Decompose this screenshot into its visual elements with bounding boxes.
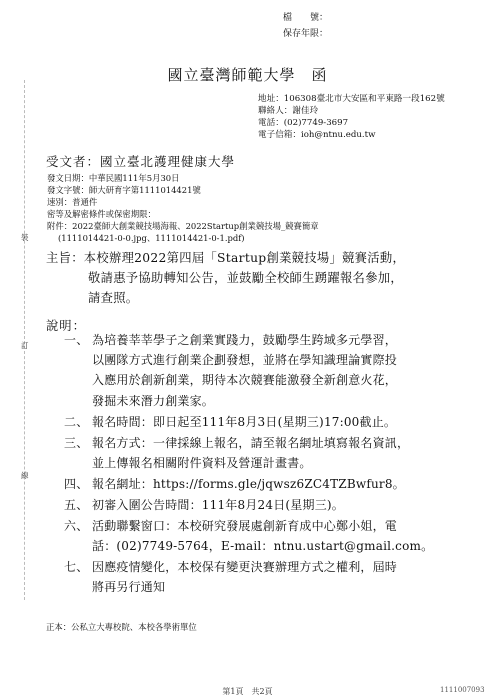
serial-number: 1111007093 xyxy=(440,686,485,694)
registration-url[interactable]: 報名網址：https://forms.gle/jqwsz6ZC4TZBwfur8。 xyxy=(92,477,405,491)
file-number-label: 檔 號： xyxy=(283,13,329,23)
binding-mark-xian: 線 xyxy=(21,471,29,480)
binding-mark-ding: 訂 xyxy=(21,341,29,350)
contact-address: 地址：106308臺北市大安區和平東路一段162號 xyxy=(258,94,445,104)
item-text: 因應疫情變化，本校保有變更決賽辦理方式之權利，屆時 xyxy=(92,560,398,574)
copy-recipients: 正本：公私立大專校院、本校各學術單位 xyxy=(46,622,197,632)
confidentiality: 密等及解密條件或保密期限： xyxy=(47,209,156,219)
item-text: 為培養莘莘學子之創業實踐力，鼓勵學生跨域多元學習， xyxy=(92,333,398,347)
list-item xyxy=(64,433,409,473)
contact-email-line: 話：(02)7749-5764，E-mail：ntnu.ustart@gmail.com。 xyxy=(92,539,434,554)
contact-email: 電子信箱：ioh@ntnu.edu.tw xyxy=(258,130,376,140)
subject-line-3: 請查照。 xyxy=(88,291,139,305)
contact-phone: 電話：(02)7749-3697 xyxy=(258,118,349,128)
speed-class: 速別：普通件 xyxy=(47,197,98,207)
attachment: 附件：2022臺師大創業競技場海報、2022Startup創業競技場_競賽簡章 xyxy=(47,221,319,231)
item-number: 二、 xyxy=(64,415,89,429)
document-number: 發文字號：師大研育字第1111014421號 xyxy=(47,185,201,195)
item-text: 報名時間：即日起至111年8月3日(星期三)17:00截止。 xyxy=(92,415,397,429)
item-number: 三、 xyxy=(64,436,89,450)
item-text: 發掘未來潛力創業家。 xyxy=(92,393,215,408)
item-number: 六、 xyxy=(64,519,89,533)
item-number: 四、 xyxy=(64,477,89,491)
list-item xyxy=(64,330,397,411)
item-number: 五、 xyxy=(64,498,89,512)
item-number: 一、 xyxy=(64,333,89,347)
binding-mark-zhuang: 裝 xyxy=(21,233,29,242)
item-number: 七、 xyxy=(64,560,89,574)
item-text: 入應用於創新創業，期待本次競賽能激發全新創意火花， xyxy=(92,373,398,388)
explanation-heading: 說明： xyxy=(46,319,86,333)
list-item xyxy=(64,412,396,432)
list-item xyxy=(64,495,344,515)
recipient: 受文者：國立臺北護理健康大學 xyxy=(46,154,236,169)
contact-person: 聯絡人：謝佳玲 xyxy=(258,106,319,116)
item-text: 並上傳報名相關附件資料及營運計畫書。 xyxy=(92,456,312,471)
page-number: 第1頁 共2頁 xyxy=(222,687,273,696)
item-text: 初審入圍公告時間：111年8月24日(星期三)。 xyxy=(92,498,344,512)
list-item xyxy=(64,557,397,597)
document-title: 國立臺灣師範大學 函 xyxy=(167,66,328,84)
issue-date: 發文日期：中華民國111年5月30日 xyxy=(47,173,180,183)
retention-label: 保存年限： xyxy=(283,29,329,39)
list-item xyxy=(64,474,405,494)
item-text: 報名方式：一律採線上報名，請至報名網址填寫報名資訊， xyxy=(92,436,410,450)
attachment-files: (1111014421-0-0.jpg、1111014421-0-1.pdf) xyxy=(58,233,245,243)
list-item xyxy=(64,516,433,556)
item-text: 以團隊方式進行創業企劃發想，並將在學知識理論實際投 xyxy=(92,353,398,368)
subject-line-2: 敬請惠予協助轉知公告，並鼓勵全校師生踴躍報名參加， xyxy=(88,271,403,285)
item-text: 活動聯繫窗口：本校研究發展處創新育成中心鄭小姐，電 xyxy=(92,519,398,533)
subject-line-1: 主旨：本校辦理2022第四屆「Startup創業競技場」競賽活動， xyxy=(46,251,406,265)
item-text: 將再另行通知 xyxy=(92,580,166,595)
